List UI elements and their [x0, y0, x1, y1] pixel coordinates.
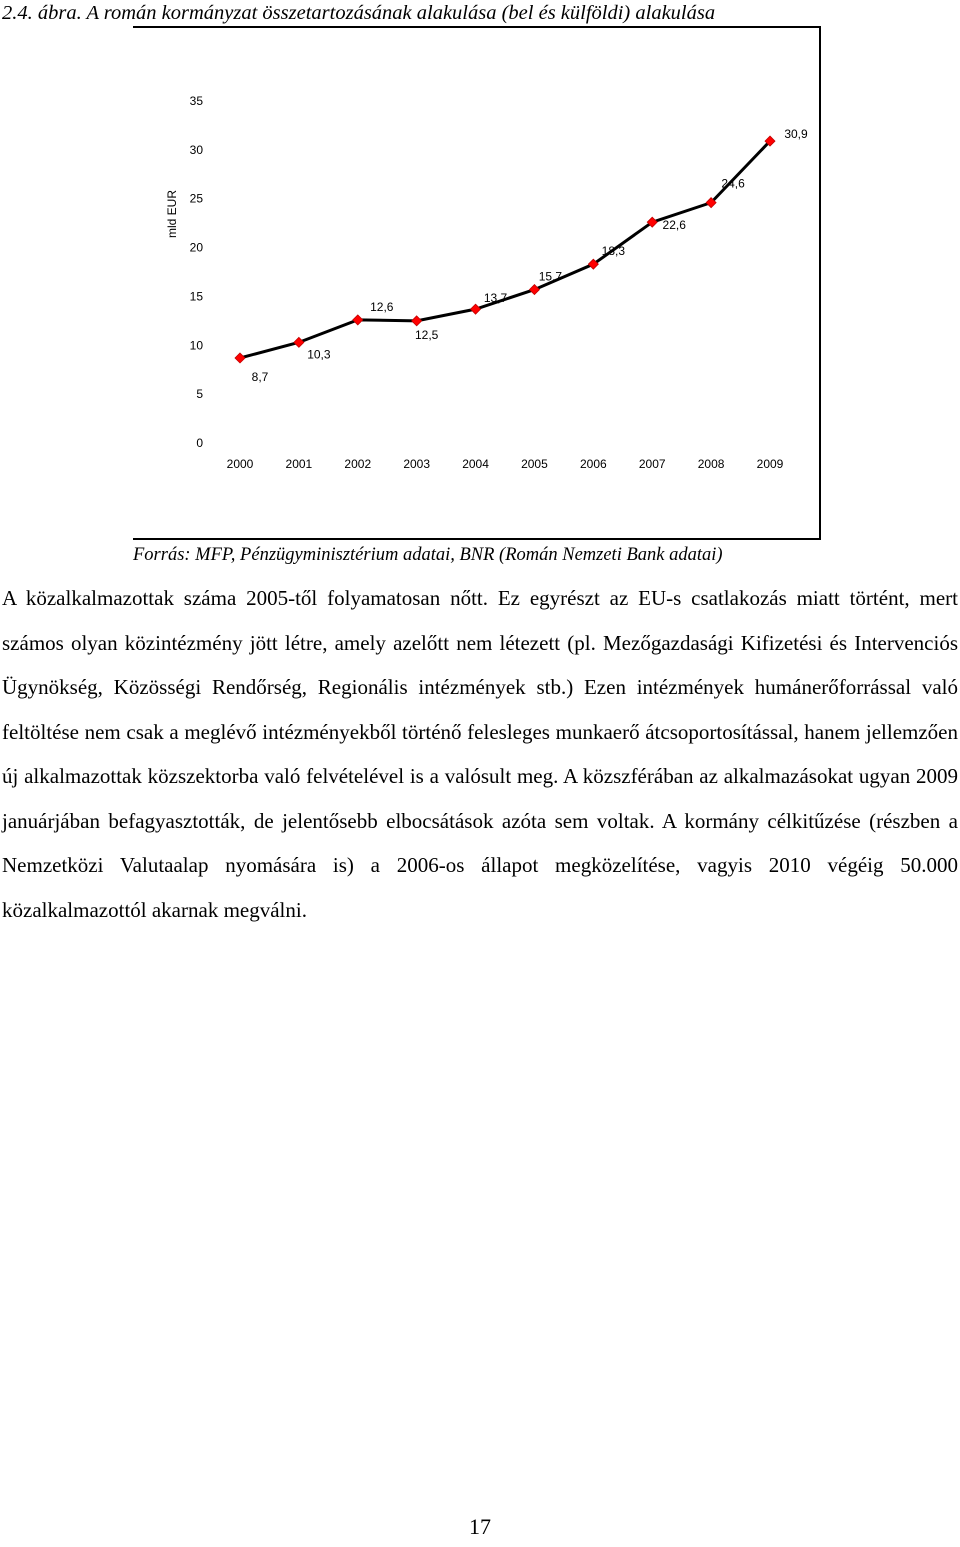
data-point-marker — [294, 337, 304, 347]
data-label: 12,5 — [414, 327, 439, 342]
x-tick-label: 2009 — [756, 457, 784, 471]
data-point-marker — [412, 316, 422, 326]
figure-title: 2.4. ábra. A román kormányzat összetartozásának alakulása (bel és külföldi) alakulása — [2, 2, 716, 24]
x-tick-label: 2006 — [579, 457, 607, 471]
data-label: 8,7 — [251, 369, 269, 384]
data-label: 30,9 — [784, 127, 808, 142]
data-point-marker — [471, 304, 481, 314]
y-tick-label: 15 — [189, 289, 203, 304]
y-tick-label: 25 — [189, 191, 203, 206]
x-tick-label: 2001 — [285, 457, 313, 471]
y-tick-label: 0 — [196, 436, 203, 450]
x-tick-label: 2003 — [403, 457, 431, 471]
data-point-marker — [529, 285, 539, 295]
body-paragraph: A közalkalmazottak száma 2005-től folyamatosan nőtt. Ez egyrészt az EU-s csatlakozás miatt történt, mert számos olyan közintézmény jött létre, amely azelőtt nem létezett (pl. Mezőgazdasági Kifizetési és Intervenciós Ügynökség, Közösségi Rendőrség, Regionális intézmények stb.) Ezen intézmények humánerőforrással való feltöltése nem csak a meglévő intézményekből történő felesleges munkaerő átcsoportosítással, hanem jellemzően új alkalmazottak közszektorba való felvételével is a valósult meg. A közszférában az alkalmazásokat ugyan 2009 januárjában befagyasztották, de jelentősebb elbocsátások azóta sem voltak. A kormány célkitűzése (részben a Nemzetközi Valutaalap nyomására is) a 2006-os állapot megközelítése, vagyis 2010 végéig 50.000 közalkalmazottól akarnak megválni. — [2, 586, 958, 922]
y-axis-label: mld EUR — [165, 189, 179, 239]
x-tick-label: 2005 — [521, 457, 548, 471]
data-label: 24,6 — [721, 176, 745, 191]
data-label: 10,3 — [307, 347, 331, 362]
data-label: 15,7 — [538, 269, 563, 284]
page-number: 17 — [469, 1514, 491, 1539]
y-tick-label: 30 — [189, 142, 203, 157]
y-tick-label: 20 — [189, 240, 203, 255]
x-tick-label: 2002 — [344, 457, 372, 471]
y-tick-label: 35 — [189, 94, 203, 108]
x-tick-label: 2007 — [638, 457, 666, 471]
source-caption: Forrás: MFP, Pénzügyminisztérium adatai, BNR (Román Nemzeti Bank adatai) — [133, 545, 723, 565]
x-tick-label: 2008 — [697, 457, 725, 471]
series-line — [240, 141, 770, 358]
data-point-marker — [353, 315, 363, 325]
data-label: 13,7 — [483, 291, 508, 306]
line-chart — [0, 0, 960, 545]
x-tick-label: 2000 — [226, 457, 254, 471]
y-tick-label: 10 — [189, 338, 203, 353]
data-label: 12,6 — [370, 299, 394, 314]
data-label: 18,3 — [601, 244, 626, 259]
y-tick-label: 5 — [196, 387, 203, 402]
x-tick-label: 2004 — [462, 457, 489, 471]
data-point-marker — [235, 353, 245, 363]
data-label: 22,6 — [662, 218, 686, 233]
